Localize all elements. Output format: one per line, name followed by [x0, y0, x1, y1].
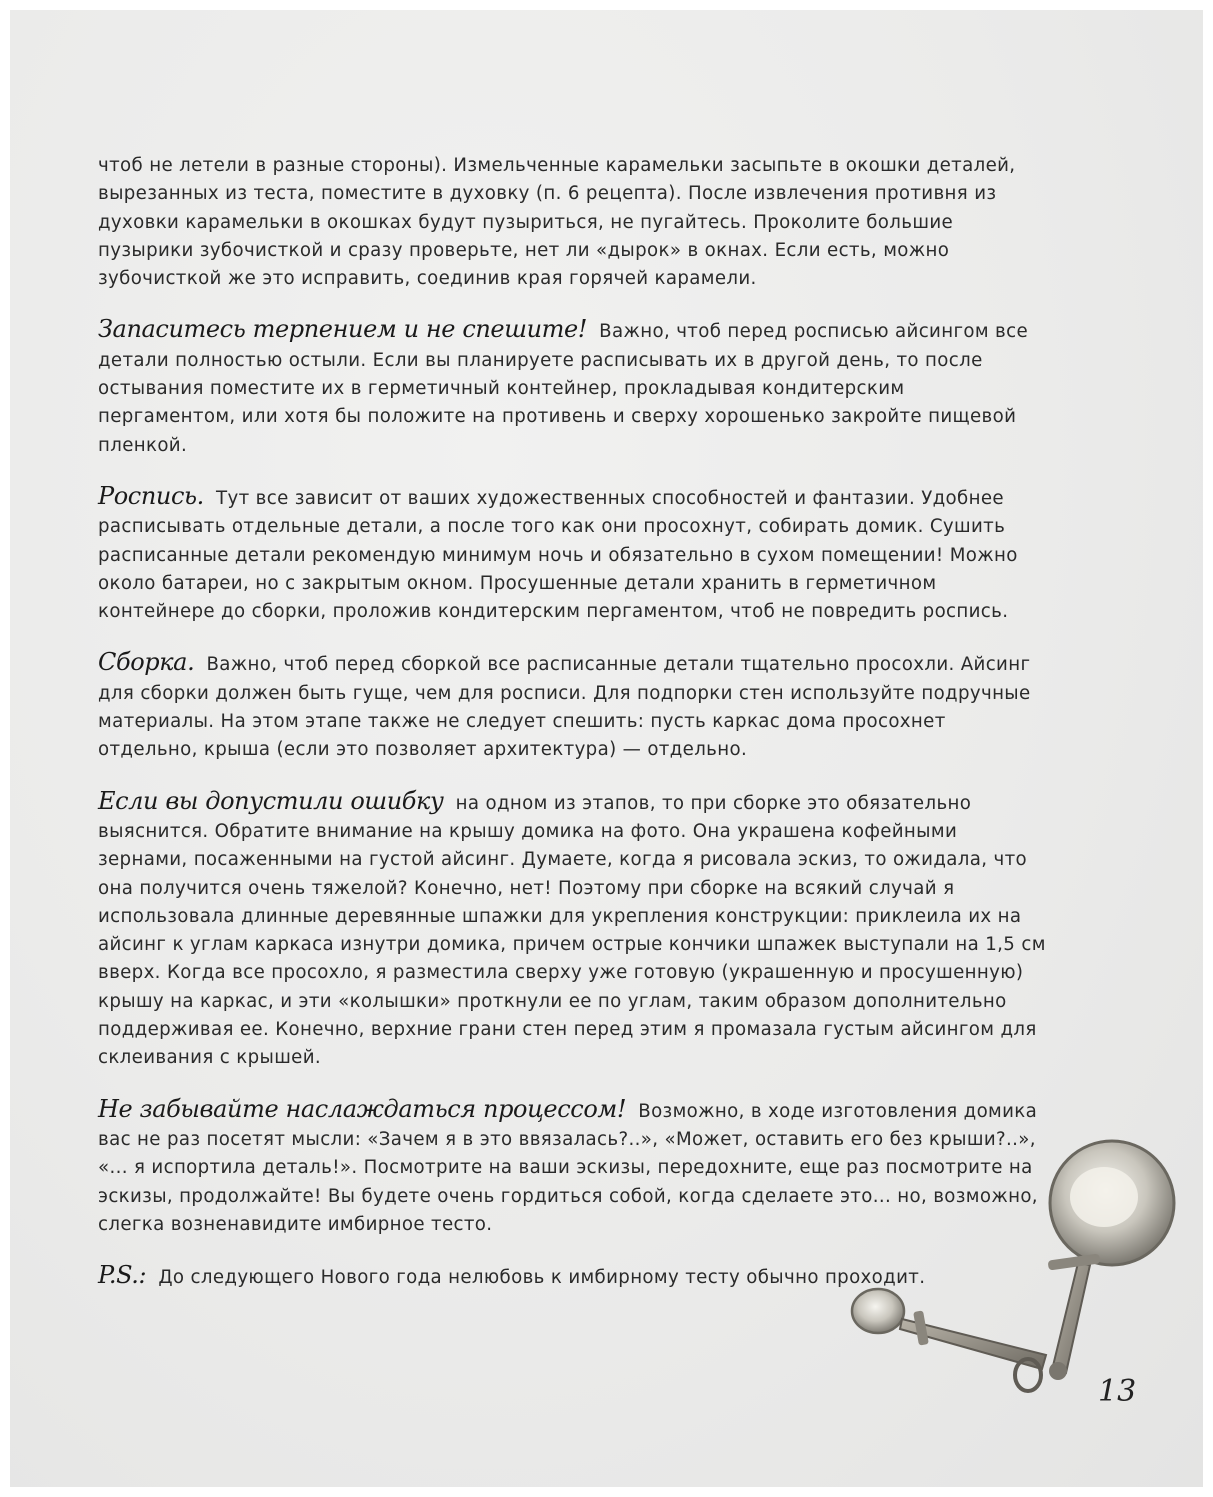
paragraph-text: Важно, чтоб перед росписью айсингом все детали полностью остыли. Если вы планируете расписывать их в другой день, то после остывания поместите их в герметичный контейнер, прокладывая кондитерским пергаментом, или хотя бы положите на противень и сверху хорошенько закройте пищевой пленкой. — [98, 321, 1029, 456]
paragraph-text: До следующего Нового года нелюбовь к имбирному тесту обычно проходит. — [158, 1267, 926, 1289]
measuring-spoons-illustration — [820, 1115, 1200, 1415]
page-number: 13 — [1098, 1374, 1137, 1409]
paragraph-text: на одном из этапов, то при сборке это обязательно выяснится. Обратите внимание на крышу домика на фото. Она украшена кофейными зернами, посаженными на густой айсинг. Думаете, когда я рисовала эскиз, то ожидала, что она получится очень тяжелой? Конечно, нет! Поэтому при сборке на всякий случай я использовала длинные деревянные шпажки для укрепления конструкции: приклеила их на айсинг к углам каркаса изнутри домика, причем острые кончики шпажек выступали на 1,5 см вверх. Когда все просохло, я разместила сверху уже готовую (украшенную и просушенную) крышу на каркас, и эти «колышки» проткнули ее по углам, таким образом дополнительно поддерживая ее. Конечно, верхние грани стен перед этим я промазала густым айсингом для склеивания с крышей. — [98, 792, 1046, 1069]
paragraph-text: Важно, чтоб перед сборкой все расписанные детали тщательно просохли. Айсинг для сборки должен быть гуще, чем для росписи. Для подпорки стен используйте подручные материалы. На этом этапе также не следует спешить: пусть каркас дома просохнет отдельно, крыша (если это позволяет архитектура) — отдельно. — [98, 654, 1031, 761]
large-spoon-handle — [1052, 1263, 1090, 1373]
paragraph-patience — [98, 315, 1048, 459]
paragraph-caramel — [98, 152, 1048, 293]
paragraph-assembly — [98, 648, 1048, 764]
handwritten-heading: Если вы допустили ошибку — [98, 786, 444, 815]
handwritten-heading: Сборка. — [98, 648, 195, 677]
handwritten-heading: P.S.: — [98, 1261, 147, 1290]
paragraph-text: Тут все зависит от ваших художественных способностей и фантазии. Удобнее расписывать отдельные детали, а после того как они просохнут, собирать домик. Сушить расписанные детали рекомендую минимум ночь и обязательно в сухом помещении! Можно около батареи, но с закрытым окном. Просушенные детали хранить в герметичном контейнере до сборки, проложив кондитерским пергаментом, чтоб не повредить роспись. — [98, 487, 1018, 623]
paragraph-mistake — [98, 787, 1048, 1073]
handwritten-heading: Не забывайте наслаждаться процессом! — [98, 1094, 627, 1123]
handwritten-heading: Запаситесь терпением и не спешите! — [98, 315, 588, 344]
paragraph-text: Возможно, в ходе изготовления домика вас не раз посетят мысли: «Зачем я в это ввязалась?..», «Может, оставить его без крыши?..», «... я испортила деталь!». Посмотрите на ваши эскизы, передохните, еще раз посмотрите на эскизы, продолжайте! Вы будете очень гордиться собой, когда сделаете это... но, возможно, слегка возненавидите имбирное тесто. — [98, 1100, 1038, 1235]
paragraph-text: чтоб не летели в разные стороны). Измельченные карамельки засыпьте в окошки деталей, вырезанных из теста, поместите в духовку (п. 6 рецепта). После извлечения противня из духовки карамельки в окошках будут пузыриться, не пугайтесь. Проколите большие пузырики зубочисткой и сразу проверьте, нет ли «дырок» в окнах. Если есть, можно зубочисткой же это исправить, соединив края горячей карамели. — [98, 155, 1016, 290]
book-page — [10, 10, 1203, 1487]
handwritten-heading: Роспись. — [98, 481, 204, 510]
paragraph-painting — [98, 482, 1048, 626]
small-spoon-bowl — [852, 1289, 904, 1333]
